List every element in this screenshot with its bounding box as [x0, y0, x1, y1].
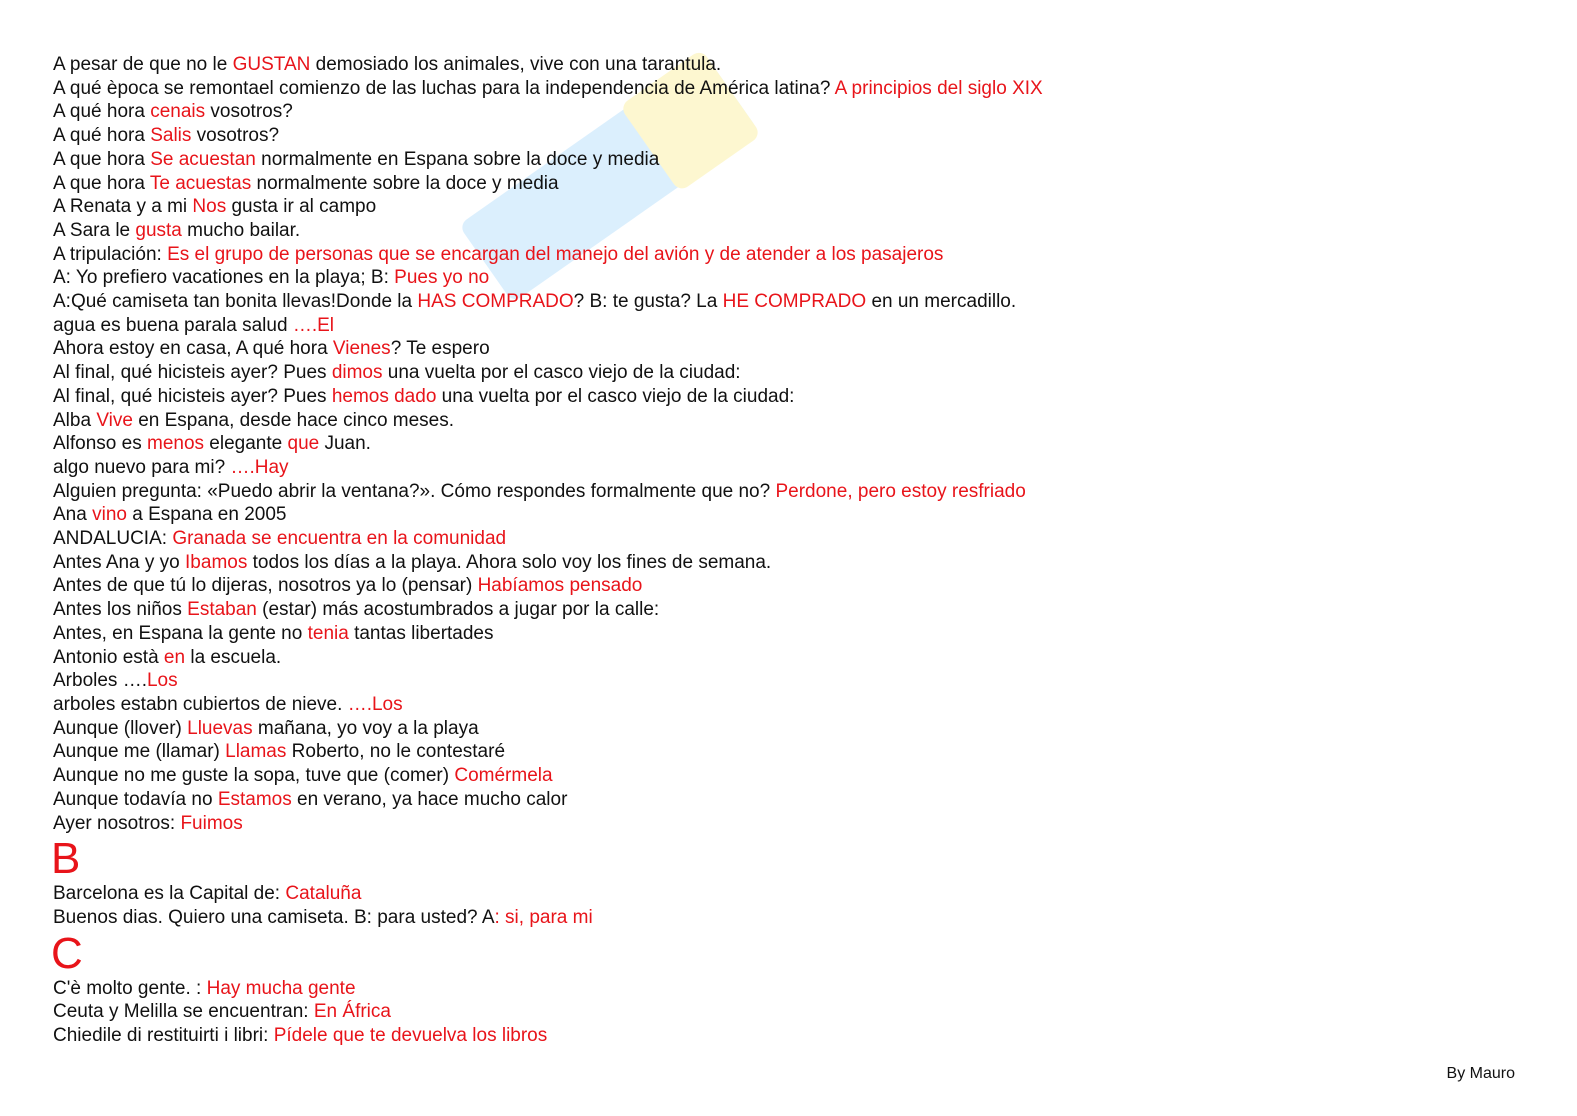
exercise-line: [53, 764, 1533, 788]
question-text: Arboles ….: [53, 670, 147, 692]
exercise-line: [53, 172, 1533, 196]
question-text: Al final, qué hicisteis ayer? Pues: [53, 385, 332, 407]
question-text: mañana, yo voy a la playa: [252, 717, 479, 739]
answer-text: Lluevas: [187, 717, 253, 739]
exercise-line: [53, 219, 1533, 243]
section-letter: B: [51, 834, 81, 884]
exercise-line: [53, 77, 1533, 101]
question-text: Ceuta y Melilla se encuentran:: [53, 1001, 314, 1023]
question-text: Aunque todavía no: [53, 788, 218, 810]
question-text: en verano, ya hace mucho calor: [291, 788, 568, 810]
answer-text: ….Los: [347, 693, 403, 715]
exercise-line: [53, 788, 1533, 812]
answer-text: Habíamos pensado: [477, 575, 643, 597]
question-text: Ana: [53, 504, 93, 526]
question-text: A tripulación:: [53, 243, 168, 265]
answer-text: GUSTAN: [232, 54, 311, 75]
question-text: una vuelta por el casco viejo de la ciudad:: [382, 362, 741, 384]
answer-text: en: [163, 646, 186, 668]
exercise-line: [53, 124, 1533, 148]
answer-text: Te acuestas: [149, 172, 252, 194]
question-text: Antes, en Espana la gente no: [53, 622, 308, 644]
document-body: [53, 53, 1533, 1048]
exercise-line: [53, 243, 1533, 267]
question-text: en Espana, desde hace cinco meses.: [132, 409, 455, 431]
exercise-line: [53, 527, 1533, 551]
question-text: Buenos dias. Quiero una camiseta. B: para usted? A: [53, 906, 495, 928]
question-text: normalmente sobre la doce y media: [251, 172, 559, 194]
answer-text: gusta: [135, 219, 182, 241]
exercise-line: [53, 646, 1533, 670]
exercise-line: [53, 290, 1533, 314]
question-text: A pesar de que no le: [53, 54, 233, 75]
exercise-line: [53, 574, 1533, 598]
answer-text: ….Hay: [230, 456, 289, 478]
exercise-line: [53, 598, 1533, 622]
question-text: vosotros?: [191, 125, 280, 147]
exercise-line: [53, 669, 1533, 693]
question-text: (estar) más acostumbrados a jugar por la calle:: [256, 599, 660, 621]
question-text: A Renata y a mi: [53, 196, 193, 218]
question-text: Alguien pregunta: «Puedo abrir la ventana?». Cómo respondes formalmente que no?: [53, 480, 776, 502]
answer-text: hemos dado: [331, 385, 437, 407]
answer-text: En África: [313, 1001, 391, 1023]
answer-text: Pues yo no: [394, 267, 490, 289]
footer-author: By Mauro: [1446, 1065, 1515, 1082]
answer-text: Granada se encuentra en la comunidad: [172, 528, 507, 550]
question-text: A que hora: [53, 172, 150, 194]
exercise-line: [53, 882, 1533, 906]
question-text: Ahora estoy en casa, A qué hora: [53, 338, 333, 360]
question-text: todos los días a la playa. Ahora solo voy los fines de semana.: [247, 551, 772, 573]
exercise-line: [53, 266, 1533, 290]
exercise-line: [53, 361, 1533, 385]
answer-text: Perdone, pero estoy resfriado: [775, 480, 1026, 502]
exercise-line: [53, 385, 1533, 409]
exercise-line: [53, 409, 1533, 433]
exercise-line: [53, 432, 1533, 456]
exercise-line: [53, 53, 1533, 77]
question-text: en un mercadillo.: [866, 291, 1017, 313]
question-text: Roberto, no le contestaré: [286, 741, 506, 763]
question-text: A Sara le: [53, 219, 136, 241]
exercise-line: [53, 503, 1533, 527]
answer-text: Comérmela: [454, 765, 553, 787]
exercise-line: [53, 480, 1533, 504]
exercise-line: [53, 1000, 1533, 1024]
answer-text: que: [287, 433, 320, 455]
exercise-line: [53, 456, 1533, 480]
question-text: ? Te espero: [390, 338, 490, 360]
question-text: elegante: [204, 433, 288, 455]
question-text: Al final, qué hicisteis ayer? Pues: [53, 362, 332, 384]
exercise-line: [53, 693, 1533, 717]
question-text: A qué època se remontael comienzo de las luchas para la independencia de América latina?: [53, 77, 835, 99]
exercise-line: [53, 314, 1533, 338]
question-text: A qué hora: [53, 125, 151, 147]
answer-text: Salis: [150, 125, 192, 147]
answer-text: Pídele que te devuelva los libros: [273, 1025, 548, 1047]
question-text: Barcelona es la Capital de:: [53, 883, 286, 905]
question-text: ANDALUCIA:: [53, 528, 173, 550]
question-text: Antonio està: [53, 646, 164, 668]
question-text: Aunque me (llamar): [53, 741, 226, 763]
question-text: Aunque (llover): [53, 717, 188, 739]
exercise-line: [53, 100, 1533, 124]
exercise-line: [53, 148, 1533, 172]
question-text: A qué hora: [53, 101, 151, 123]
question-text: una vuelta por el casco viejo de la ciudad:: [436, 385, 795, 407]
question-text: Alba: [53, 409, 97, 431]
exercise-line: [53, 551, 1533, 575]
answer-text: Vive: [96, 409, 133, 431]
question-text: vosotros?: [205, 101, 293, 123]
question-text: Alfonso es: [53, 433, 147, 455]
question-text: arboles estabn cubiertos de nieve.: [53, 693, 348, 715]
exercise-line: [53, 740, 1533, 764]
question-text: A que hora: [53, 148, 151, 170]
answer-text: Estaban: [187, 599, 257, 621]
question-text: Chiedile di restituirti i libri:: [53, 1025, 274, 1047]
answer-text: Ibamos: [185, 551, 248, 573]
answer-text: cenais: [150, 101, 206, 123]
answer-text: dimos: [331, 362, 383, 384]
exercise-line: [53, 812, 1533, 836]
question-text: demosiado los animales, vive con una tarantula.: [310, 54, 722, 75]
answer-text: Llamas: [225, 741, 287, 763]
question-text: Juan.: [319, 433, 371, 455]
answer-text: Cataluña: [285, 883, 362, 905]
question-text: mucho bailar.: [181, 219, 301, 241]
answer-text: Vienes: [332, 338, 391, 360]
answer-text: vino: [92, 504, 127, 526]
question-text: agua es buena parala salud: [53, 314, 293, 336]
exercise-line: [53, 337, 1533, 361]
answer-text: tenia: [307, 622, 349, 644]
question-text: la escuela.: [185, 646, 282, 668]
question-text: A: Yo prefiero vacationes en la playa; B:: [53, 267, 395, 289]
exercise-line: [53, 906, 1533, 930]
exercise-line: [53, 195, 1533, 219]
question-text: C'è molto gente. :: [53, 977, 207, 999]
answer-text: Se acuestan: [150, 148, 256, 170]
section-letter: C: [51, 928, 83, 978]
exercise-line: [53, 622, 1533, 646]
question-text: algo nuevo para mi?: [53, 456, 231, 478]
answer-text: HE COMPRADO: [722, 291, 867, 313]
question-text: Ayer nosotros:: [53, 812, 181, 834]
answer-text: A principios del siglo XIX: [834, 77, 1043, 99]
exercise-line: [53, 1024, 1533, 1048]
question-text: tantas libertades: [348, 622, 494, 644]
question-text: A:Qué camiseta tan bonita llevas!Donde la: [53, 291, 418, 313]
answer-text: menos: [147, 433, 205, 455]
question-text: Antes Ana y yo: [53, 551, 186, 573]
answer-text: Es el grupo de personas que se encargan del manejo del avión y de atender a los pasajeros: [167, 243, 944, 265]
question-text: a Espana en 2005: [126, 504, 287, 526]
question-text: normalmente en Espana sobre la doce y media: [255, 148, 660, 170]
question-text: gusta ir al campo: [226, 196, 377, 218]
answer-text: Fuimos: [180, 812, 243, 834]
answer-text: Nos: [192, 196, 227, 218]
answer-text: ….El: [292, 314, 334, 336]
answer-text: HAS COMPRADO: [417, 291, 574, 313]
answer-text: Estamos: [217, 788, 292, 810]
question-text: Antes de que tú lo dijeras, nosotros ya lo (pensar): [53, 575, 478, 597]
answer-text: : si, para mi: [494, 906, 593, 928]
question-text: ? B: te gusta? La: [573, 291, 723, 313]
exercise-line: [53, 717, 1533, 741]
question-text: Antes los niños: [53, 599, 188, 621]
answer-text: Los: [146, 670, 178, 692]
exercise-line: [53, 977, 1533, 1001]
question-text: Aunque no me guste la sopa, tuve que (comer): [53, 765, 455, 787]
answer-text: Hay mucha gente: [206, 977, 356, 999]
